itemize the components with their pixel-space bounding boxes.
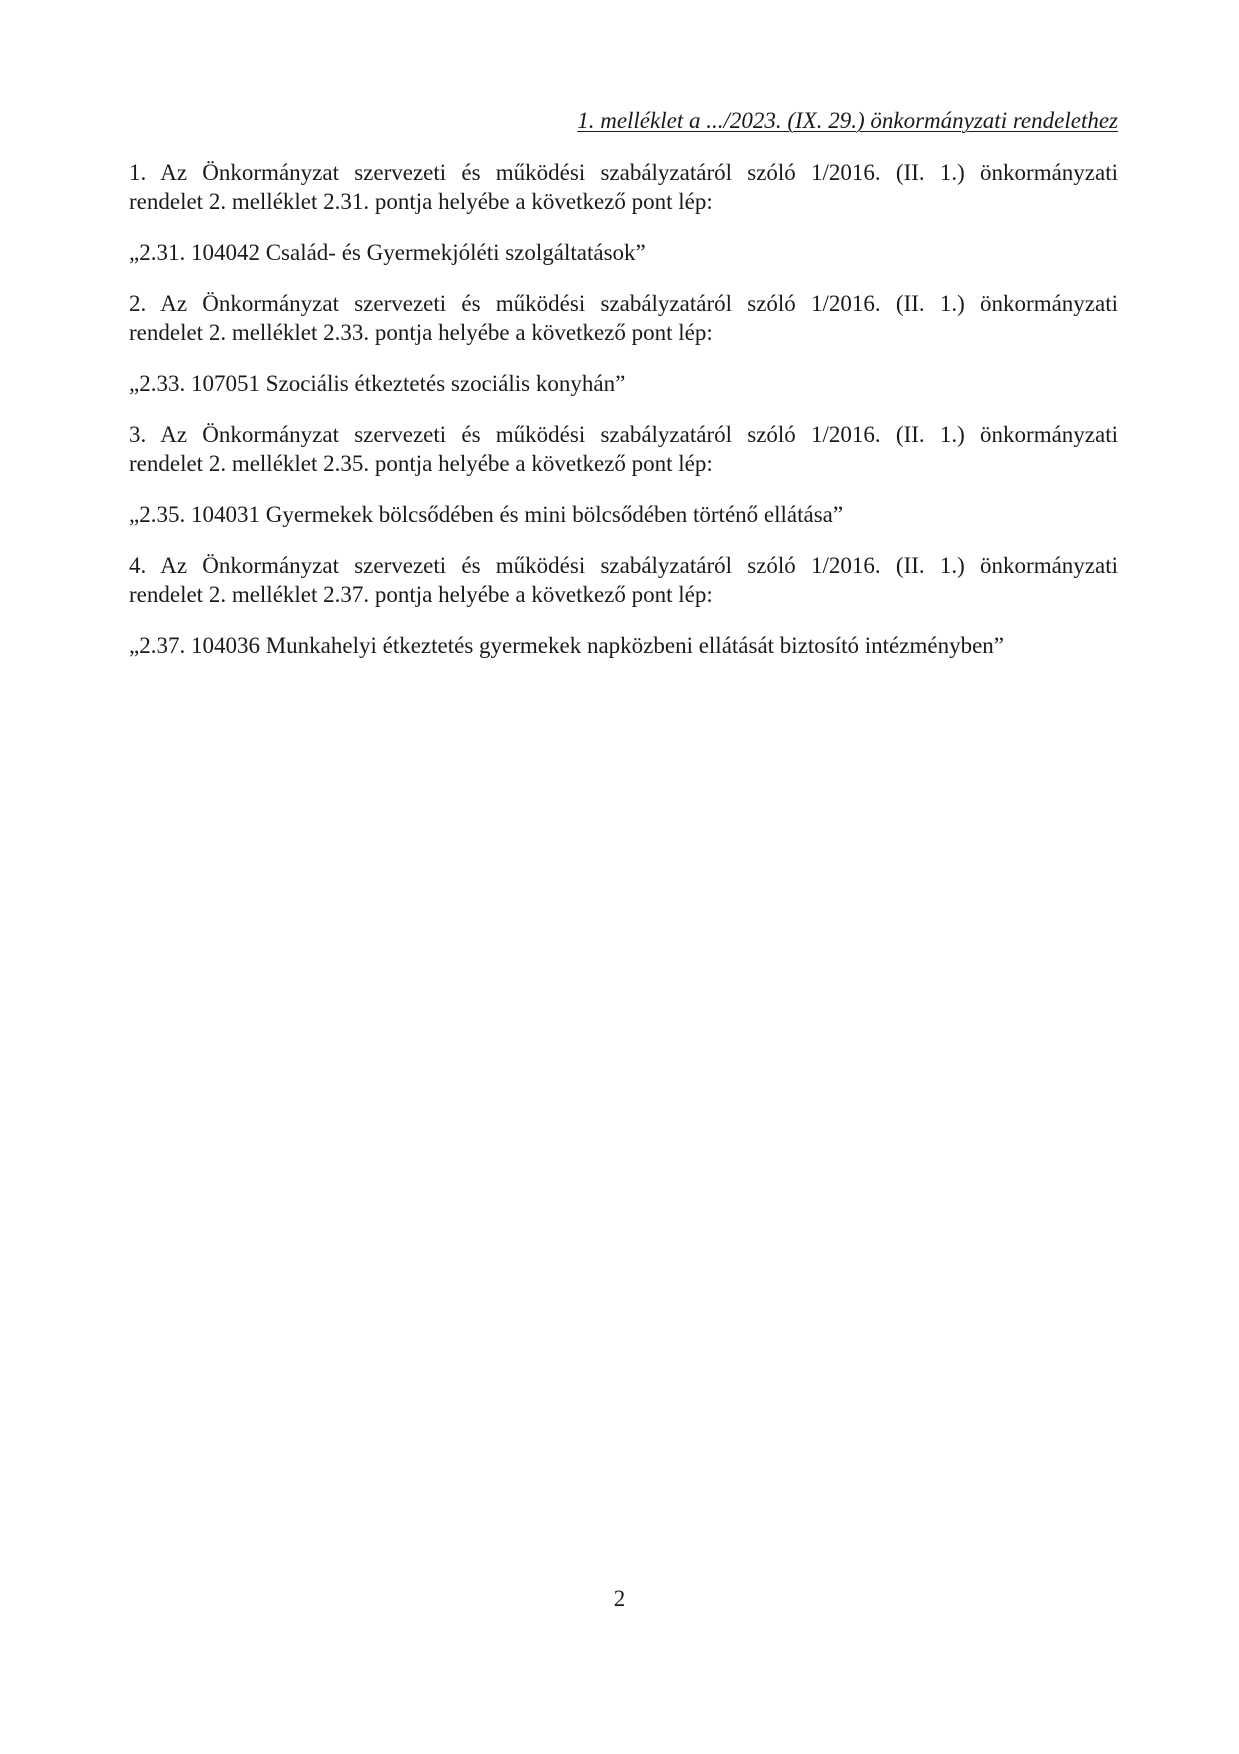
annex-title: 1. melléklet a .../2023. (IX. 29.) önkormányzati rendelethez [577, 108, 1118, 133]
amendment-item-3 [129, 420, 1118, 478]
amendment-text-line-2: rendelet 2. melléklet 2.35. pontja helyébe a következő pont lép: [129, 451, 713, 476]
amendment-text-line-1: 2. Az Önkormányzat szervezeti és működési szabályzatáról szóló 1/2016. (II. 1.) önkormányzati [129, 291, 1118, 316]
amendment-quote-1: „2.31. 104042 Család- és Gyermekjóléti szolgáltatások” [129, 240, 646, 265]
amendment-text-line-1: 4. Az Önkormányzat szervezeti és működési szabályzatáról szóló 1/2016. (II. 1.) önkormányzati [129, 553, 1118, 578]
amendment-text-line-2: rendelet 2. melléklet 2.31. pontja helyébe a következő pont lép: [129, 189, 713, 214]
page-number: 2 [613, 1586, 626, 1611]
amendment-item-2 [129, 289, 1118, 347]
amendment-text-line-2: rendelet 2. melléklet 2.33. pontja helyébe a következő pont lép: [129, 320, 713, 345]
amendment-item-1 [129, 158, 1118, 216]
amendment-text-line-1: 1. Az Önkormányzat szervezeti és működési szabályzatáról szóló 1/2016. (II. 1.) önkormányzati [129, 160, 1118, 185]
amendment-text-line-1: 3. Az Önkormányzat szervezeti és működési szabályzatáról szóló 1/2016. (II. 1.) önkormányzati [129, 422, 1118, 447]
amendment-quote-2: „2.33. 107051 Szociális étkeztetés szociális konyhán” [129, 371, 626, 396]
amendment-text-line-2: rendelet 2. melléklet 2.37. pontja helyébe a következő pont lép: [129, 582, 713, 607]
amendment-item-4 [129, 551, 1118, 609]
amendment-quote-4: „2.37. 104036 Munkahelyi étkeztetés gyermekek napközbeni ellátását biztosító intézményben” [129, 633, 1004, 658]
document-body [129, 158, 1118, 682]
amendment-quote-3: „2.35. 104031 Gyermekek bölcsődében és mini bölcsődében történő ellátása” [129, 502, 844, 527]
